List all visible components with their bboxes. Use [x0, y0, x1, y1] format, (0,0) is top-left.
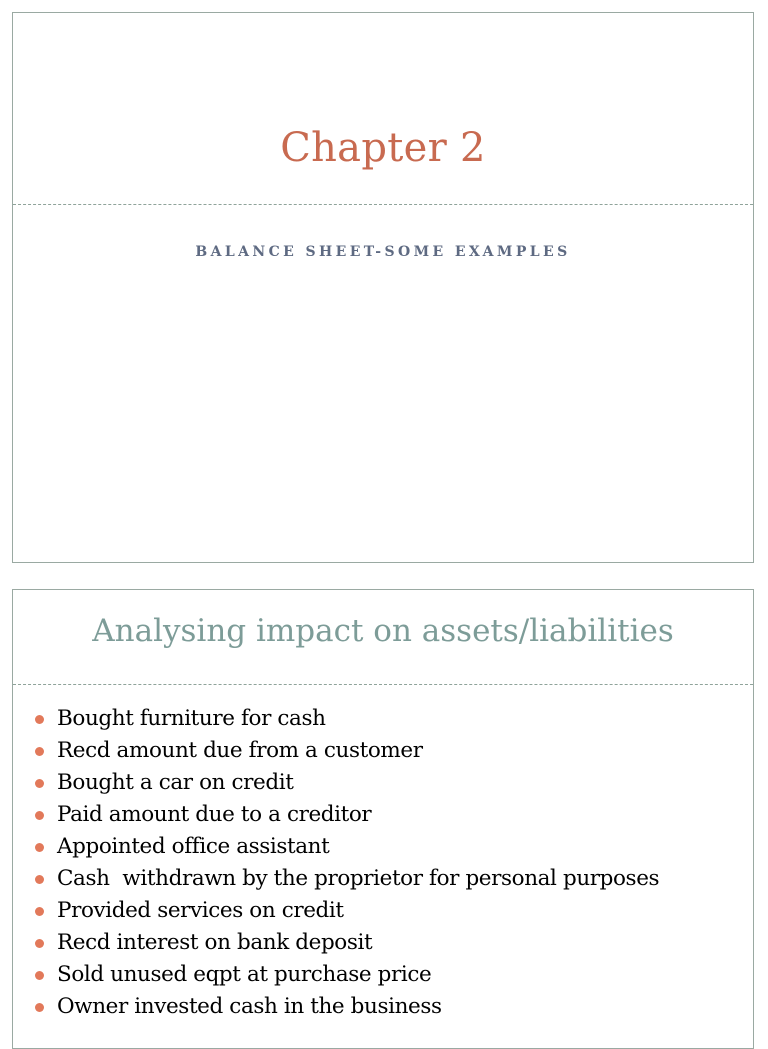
list-item: [35, 927, 659, 959]
bullet-dot-icon: [35, 971, 44, 980]
list-item: [35, 799, 659, 831]
list-item-text: Provided services on credit: [57, 898, 344, 923]
list-item-text: Bought a car on credit: [57, 770, 294, 795]
bullet-dot-icon: [35, 715, 44, 724]
bullet-dot-icon: [35, 875, 44, 884]
title-slide: [12, 12, 754, 563]
bullet-dot-icon: [35, 811, 44, 820]
bullet-dot-icon: [35, 843, 44, 852]
list-item: [35, 703, 659, 735]
list-item: [35, 895, 659, 927]
list-item-text: Cash withdrawn by the proprietor for personal purposes: [57, 866, 660, 891]
bullet-dot-icon: [35, 1003, 44, 1012]
slide-title: Analysing impact on assets/liabilities: [92, 613, 674, 649]
list-item-text: Bought furniture for cash: [57, 706, 326, 731]
bullet-dot-icon: [35, 747, 44, 756]
list-item-text: Paid amount due to a creditor: [57, 802, 372, 827]
list-item: [35, 831, 659, 863]
list-item: [35, 863, 659, 895]
slide-divider: [13, 684, 753, 685]
bullet-dot-icon: [35, 779, 44, 788]
content-slide: [12, 589, 754, 1049]
list-item-text: Sold unused eqpt at purchase price: [57, 962, 432, 987]
list-item: [35, 959, 659, 991]
bullet-list: [35, 703, 659, 1023]
bullet-dot-icon: [35, 939, 44, 948]
title-divider: [13, 204, 753, 205]
list-item-text: Appointed office assistant: [57, 834, 330, 859]
list-item-text: Recd interest on bank deposit: [57, 930, 373, 955]
list-item-text: Owner invested cash in the business: [57, 994, 442, 1019]
list-item: [35, 991, 659, 1023]
list-item: [35, 735, 659, 767]
list-item: [35, 767, 659, 799]
chapter-title: Chapter 2: [280, 125, 486, 171]
list-item-text: Recd amount due from a customer: [57, 738, 423, 763]
chapter-subtitle: BALANCE SHEET-SOME EXAMPLES: [195, 244, 571, 260]
bullet-dot-icon: [35, 907, 44, 916]
